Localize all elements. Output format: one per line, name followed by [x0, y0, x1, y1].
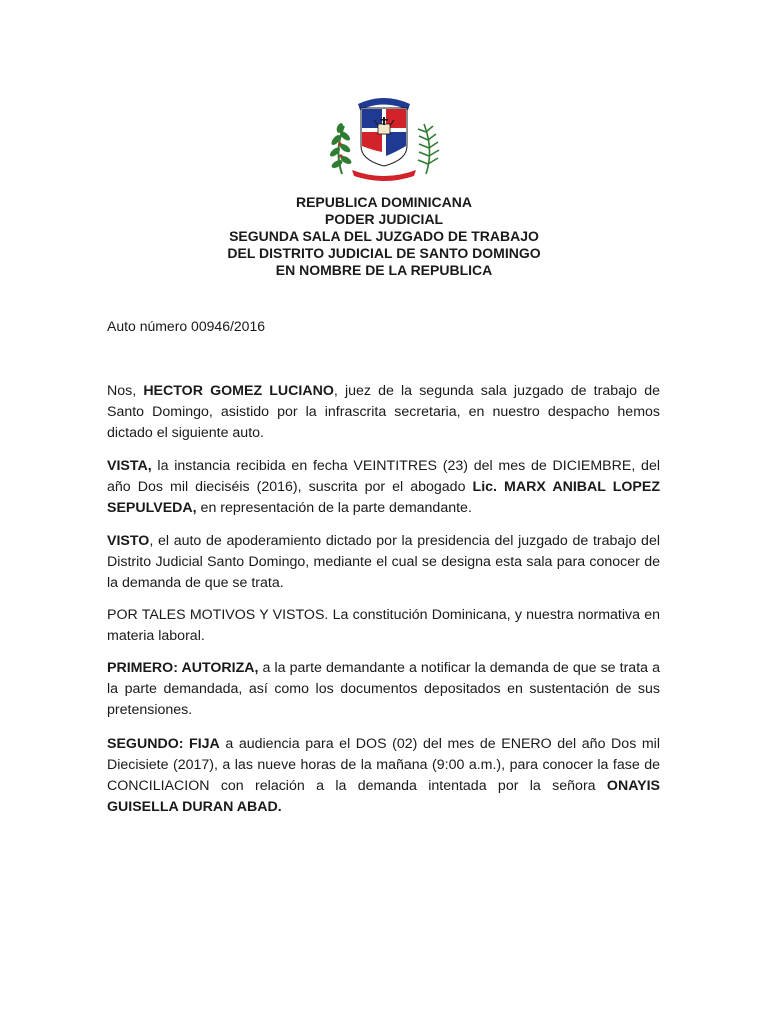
header-invocation: EN NOMBRE DE LA REPUBLICA: [275, 262, 493, 278]
judge-name: HECTOR GOMEZ LUCIANO: [143, 383, 334, 399]
visto-label: VISTO: [107, 533, 150, 549]
segundo-label: SEGUNDO: FIJA: [107, 736, 220, 752]
paragraph-visto: [107, 531, 660, 594]
primero-label: PRIMERO: AUTORIZA,: [107, 660, 259, 676]
paragraph-intro: [107, 381, 660, 444]
bottom-ribbon-icon: [352, 170, 416, 181]
text-run: la instancia recibida en fecha VEINTITRES (23) del mes de DICIEMBRE, del año Dos mil dieciséis (2016), suscrita por el abogado: [107, 458, 660, 495]
lawyer-name: Lic. MARX ANIBAL LOPEZ SEPULVEDA,: [107, 479, 661, 516]
header-country: REPUBLICA DOMINICANA: [295, 194, 473, 210]
text-run: , juez de la segunda sala juzgado de trabajo de Santo Domingo, asistido por la infrascrita secretaria, en nuestro despacho hemos dictado el siguiente auto.: [107, 383, 660, 441]
header-court: SEGUNDA SALA DEL JUZGADO DE TRABAJO: [229, 228, 539, 244]
text-run: POR TALES MOTIVOS Y VISTOS. La constitución Dominicana, y nuestra normativa en materia laboral.: [107, 607, 660, 644]
paragraph-primero: [107, 658, 660, 721]
text-run: a audiencia para el DOS (02) del mes de ENERO del año Dos mil Diecisiete (2017), a las nueve horas de la mañana (9:00 a.m.), para conocer la fase de CONCILIACION con relación a la demanda intentada por la señora: [107, 736, 660, 794]
text-run: Nos,: [107, 383, 144, 399]
document-header: [0, 194, 768, 279]
laurel-branch-icon: [328, 122, 352, 174]
paragraph-motivos: [107, 605, 660, 647]
paragraph-vista: [107, 456, 660, 519]
text-run: a la parte demandante a notificar la demanda de que se trata a la parte demandada, así como los documentos depositados en sustentación de sus pretensiones.: [107, 660, 660, 718]
text-run: , el auto de apoderamiento dictado por la presidencia del juzgado de trabajo del Distrito Judicial Santo Domingo, mediante el cual se designa esta sala para conocer de la demanda de que se trata.: [107, 533, 660, 591]
coat-of-arms-icon: [328, 90, 440, 182]
palm-frond-icon: [418, 124, 439, 174]
vista-label: VISTA,: [107, 458, 152, 474]
paragraph-segundo: [107, 734, 660, 818]
text-run: en representación de la parte demandante.: [196, 500, 472, 516]
header-branch: PODER JUDICIAL: [324, 211, 444, 227]
plaintiff-name: ONAYIS GUISELLA DURAN ABAD.: [107, 778, 660, 815]
header-district: DEL DISTRITO JUDICIAL DE SANTO DOMINGO: [227, 245, 541, 261]
auto-number: Auto número 00946/2016: [107, 318, 266, 334]
shield-icon: [361, 108, 407, 166]
